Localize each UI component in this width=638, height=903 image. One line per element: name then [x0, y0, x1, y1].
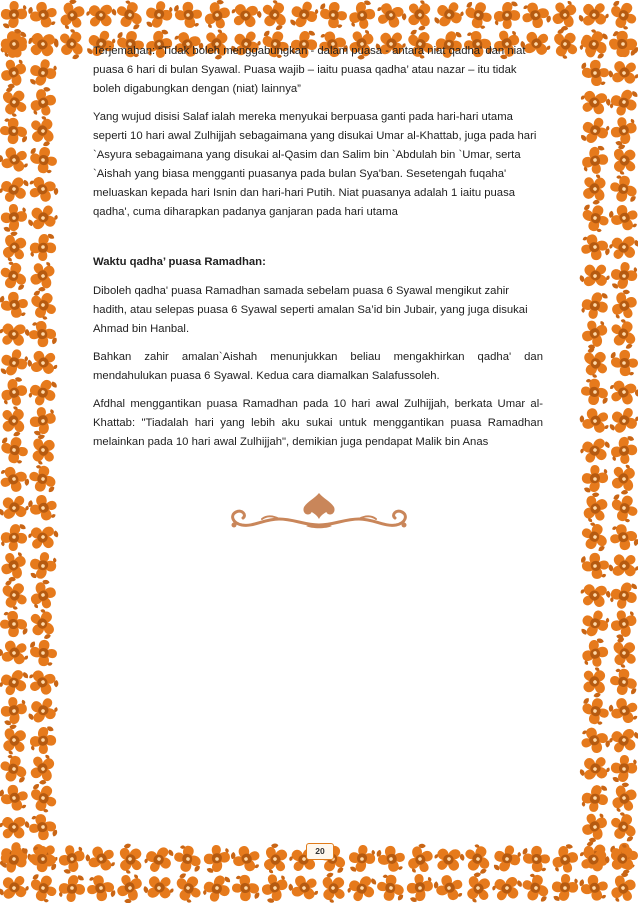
border-flower	[25, 287, 61, 323]
border-flower	[26, 781, 61, 816]
border-flower	[286, 869, 323, 903]
border-flower	[375, 843, 407, 874]
border-flower	[608, 521, 638, 552]
border-flower	[580, 551, 610, 580]
border-flower	[0, 634, 33, 671]
border-flower	[577, 403, 613, 439]
border-flower	[256, 0, 293, 33]
border-flower	[606, 403, 638, 439]
border-flower	[605, 141, 638, 179]
border-flower	[203, 844, 232, 873]
border-flower	[258, 871, 291, 903]
border-flower	[605, 228, 638, 266]
border-flower	[405, 873, 434, 903]
border-flower	[26, 375, 60, 410]
border-flower	[0, 315, 33, 353]
translation-paragraph: Terjemahan: “Tidak boleh menggabungkan - dalam puasa - antara niat qadha' dan niat puasa 6 hari di bulan Syawal. Puasa wajib – iaitu puasa qadha’ atau nazar – itu tidak boleh digabungkan dengan (niat) lainnya”	[93, 45, 526, 95]
border-flower	[431, 0, 467, 33]
border-flower	[607, 85, 638, 119]
border-flower	[610, 261, 638, 291]
border-flower	[29, 726, 57, 755]
border-flower	[346, 0, 377, 31]
border-flower	[605, 315, 638, 352]
border-flower	[605, 809, 638, 845]
border-flower	[462, 0, 495, 31]
border-flower	[579, 695, 611, 727]
border-flower	[54, 0, 91, 34]
border-flower	[605, 547, 638, 585]
border-flower	[287, 0, 321, 32]
border-flower	[607, 607, 638, 641]
salaf-paragraph: Yang wujud disisi Salaf ialah mereka menyukai berpuasa ganti pada hari-hari utama seperti 10 hari awal Zulhijjah sebagaimana yang disukai Umar al-Khattab, juga pada hari `Asyura sebagaimana yang disukai al-Qasim dan Salim bin `Abdulah bin `Umar, serta `Aishah yang biasa mengganti puasanya pada bulan Sya'ban. Sesetengah fuqaha' meluaskan kepada hari Isnin dan hari-hari Putih. Niat puasanya adalah 1 iaitu puasa qadha', cuma diharapkan padanya ganjaran pada hari utama	[93, 111, 537, 218]
border-flower	[200, 0, 235, 33]
border-flower	[610, 755, 637, 783]
page-number: 20	[306, 843, 334, 860]
border-flower	[608, 30, 637, 58]
border-flower	[0, 665, 31, 701]
border-flower	[0, 808, 33, 846]
border-flower	[0, 376, 30, 409]
border-flower	[25, 199, 62, 236]
border-flower	[0, 547, 32, 583]
border-flower	[578, 113, 613, 148]
border-flower	[577, 723, 611, 757]
border-flower	[580, 145, 610, 176]
border-flower	[606, 780, 638, 817]
border-flower	[26, 491, 60, 524]
scroll-flourish-divider	[214, 485, 424, 535]
border-flower	[26, 871, 61, 903]
border-flower	[576, 257, 614, 295]
border-flower	[24, 605, 61, 642]
border-flower	[0, 402, 33, 440]
border-flower	[401, 0, 439, 34]
border-flower	[607, 491, 638, 525]
qadha-timing-paragraph: Diboleh qadha' puasa Ramadhan samada sebelam puasa 6 Syawal mengikut zahir hadith, atau selepas puasa 6 Syawal seperti amalan Sa’id bin Jubair, yang juga disukai Ahmad bin Hanbal.	[93, 285, 528, 335]
border-flower	[578, 202, 612, 235]
border-flower	[607, 201, 638, 235]
border-flower	[610, 435, 638, 465]
border-flower	[607, 693, 638, 728]
border-flower	[24, 112, 62, 150]
border-flower	[581, 59, 610, 87]
border-flower	[0, 435, 30, 466]
border-flower	[605, 634, 638, 672]
border-flower	[578, 606, 612, 640]
section-heading: Waktu qadha’ puasa Ramadhan:	[93, 256, 266, 268]
border-flower	[25, 692, 61, 729]
border-flower	[523, 846, 551, 873]
border-flower	[0, 869, 33, 903]
border-flower	[0, 203, 28, 232]
border-flower	[493, 1, 520, 29]
border-flower	[0, 489, 33, 526]
border-flower	[112, 870, 148, 903]
border-flower	[605, 54, 638, 92]
border-flower	[519, 0, 553, 32]
border-flower	[257, 841, 294, 879]
border-flower	[56, 842, 88, 875]
border-flower	[430, 840, 468, 878]
border-flower	[0, 142, 33, 178]
border-flower	[606, 287, 638, 323]
border-flower	[575, 0, 613, 34]
border-flower	[0, 577, 33, 613]
border-flower	[491, 842, 523, 875]
border-flower	[172, 843, 204, 874]
border-flower	[0, 27, 31, 62]
border-flower	[24, 750, 61, 787]
border-flower	[232, 875, 260, 902]
border-flower	[375, 873, 406, 903]
border-flower	[577, 345, 615, 382]
border-flower	[547, 26, 584, 63]
border-flower	[0, 171, 32, 207]
border-flower	[27, 405, 58, 437]
border-flower	[344, 870, 379, 903]
border-flower	[577, 432, 614, 469]
border-flower	[582, 465, 609, 493]
border-flower	[579, 289, 610, 321]
border-flower	[459, 869, 497, 903]
border-flower	[577, 519, 613, 554]
border-flower	[0, 229, 33, 266]
border-flower	[578, 231, 611, 263]
border-flower	[24, 26, 61, 63]
border-flower	[27, 0, 60, 31]
aishah-paragraph: Bahkan zahir amalan`Aishah menunjukkan beliau mengakhirkan qadha' dan mendahulukan puasa 6 Syawal. Kedua cara diamalkan Salafussoleh.	[93, 351, 543, 382]
border-flower	[608, 667, 638, 697]
border-flower	[24, 431, 62, 469]
border-flower	[551, 873, 579, 902]
border-flower	[83, 841, 120, 878]
border-flower	[576, 750, 614, 788]
border-flower	[111, 840, 149, 878]
border-flower	[141, 841, 177, 877]
border-flower	[606, 0, 638, 33]
border-flower	[229, 842, 264, 876]
border-flower	[576, 170, 614, 208]
border-flower	[488, 870, 525, 903]
border-flower	[227, 0, 265, 34]
border-flower	[605, 374, 638, 411]
border-flower	[0, 695, 29, 726]
border-flower	[608, 114, 638, 147]
border-flower	[26, 463, 59, 495]
border-flower	[578, 316, 612, 351]
border-flower	[25, 257, 62, 294]
border-flower	[314, 869, 352, 903]
border-flower	[0, 259, 31, 294]
border-flower	[144, 0, 175, 30]
border-flower	[0, 721, 33, 759]
border-flower	[319, 1, 348, 29]
border-flower	[27, 812, 58, 842]
border-flower	[30, 234, 57, 262]
border-flower	[1, 1, 27, 28]
border-flower	[82, 0, 120, 34]
border-flower	[201, 872, 233, 903]
border-flower	[170, 870, 207, 903]
border-flower	[579, 637, 611, 669]
border-flower	[0, 117, 28, 144]
border-flower	[0, 346, 30, 379]
border-flower	[580, 378, 609, 407]
border-flower	[26, 578, 61, 613]
border-flower	[402, 841, 438, 877]
border-flower	[580, 783, 609, 813]
afdhal-paragraph: Afdhal menggantikan puasa Ramadhan pada 10 hari awal Zulhijjah, berkata Umar al-Khattab: "Tiadalah hari yang lebih aku sukai untuk menggantikan puasa Ramadhan melainkan pada 10 hari awal Zulhijjah", demikian juga pendapat Malik bin Anas	[93, 398, 543, 448]
border-flower	[0, 462, 31, 497]
border-flower	[576, 576, 614, 614]
border-flower	[577, 490, 614, 527]
border-flower	[576, 84, 613, 121]
border-flower	[25, 344, 63, 381]
border-flower	[0, 55, 31, 91]
border-flower	[24, 518, 62, 556]
border-flower	[372, 0, 408, 33]
border-flower	[173, 0, 203, 29]
border-flower	[605, 460, 638, 498]
border-flower	[0, 610, 28, 637]
border-flower	[28, 145, 58, 174]
border-flower	[546, 0, 583, 33]
border-flower	[0, 290, 30, 321]
border-flower	[0, 523, 28, 552]
border-flower	[58, 874, 87, 903]
border-flower	[53, 25, 91, 62]
border-flower	[611, 350, 638, 376]
border-flower	[0, 84, 33, 121]
border-flower	[348, 844, 377, 873]
border-flower	[0, 782, 31, 814]
border-flower	[549, 842, 582, 876]
border-flower	[29, 639, 58, 667]
main-content	[93, 42, 543, 461]
border-flower	[85, 873, 117, 903]
border-flower	[575, 841, 612, 878]
border-flower	[518, 871, 552, 903]
border-flower	[577, 809, 612, 845]
border-flower	[26, 85, 60, 119]
border-flower	[578, 872, 610, 903]
border-flower	[27, 56, 59, 88]
border-flower	[112, 0, 148, 33]
border-flower	[25, 172, 61, 207]
border-flower	[140, 869, 178, 903]
border-flower	[28, 320, 57, 349]
border-flower	[605, 870, 638, 903]
border-flower	[432, 870, 467, 903]
border-flower	[459, 841, 496, 878]
border-flower	[0, 752, 31, 785]
border-flower	[24, 664, 61, 700]
border-flower	[576, 663, 614, 701]
border-flower	[605, 722, 638, 759]
border-flower	[608, 173, 638, 204]
border-flower	[608, 579, 638, 612]
border-flower	[28, 550, 58, 581]
